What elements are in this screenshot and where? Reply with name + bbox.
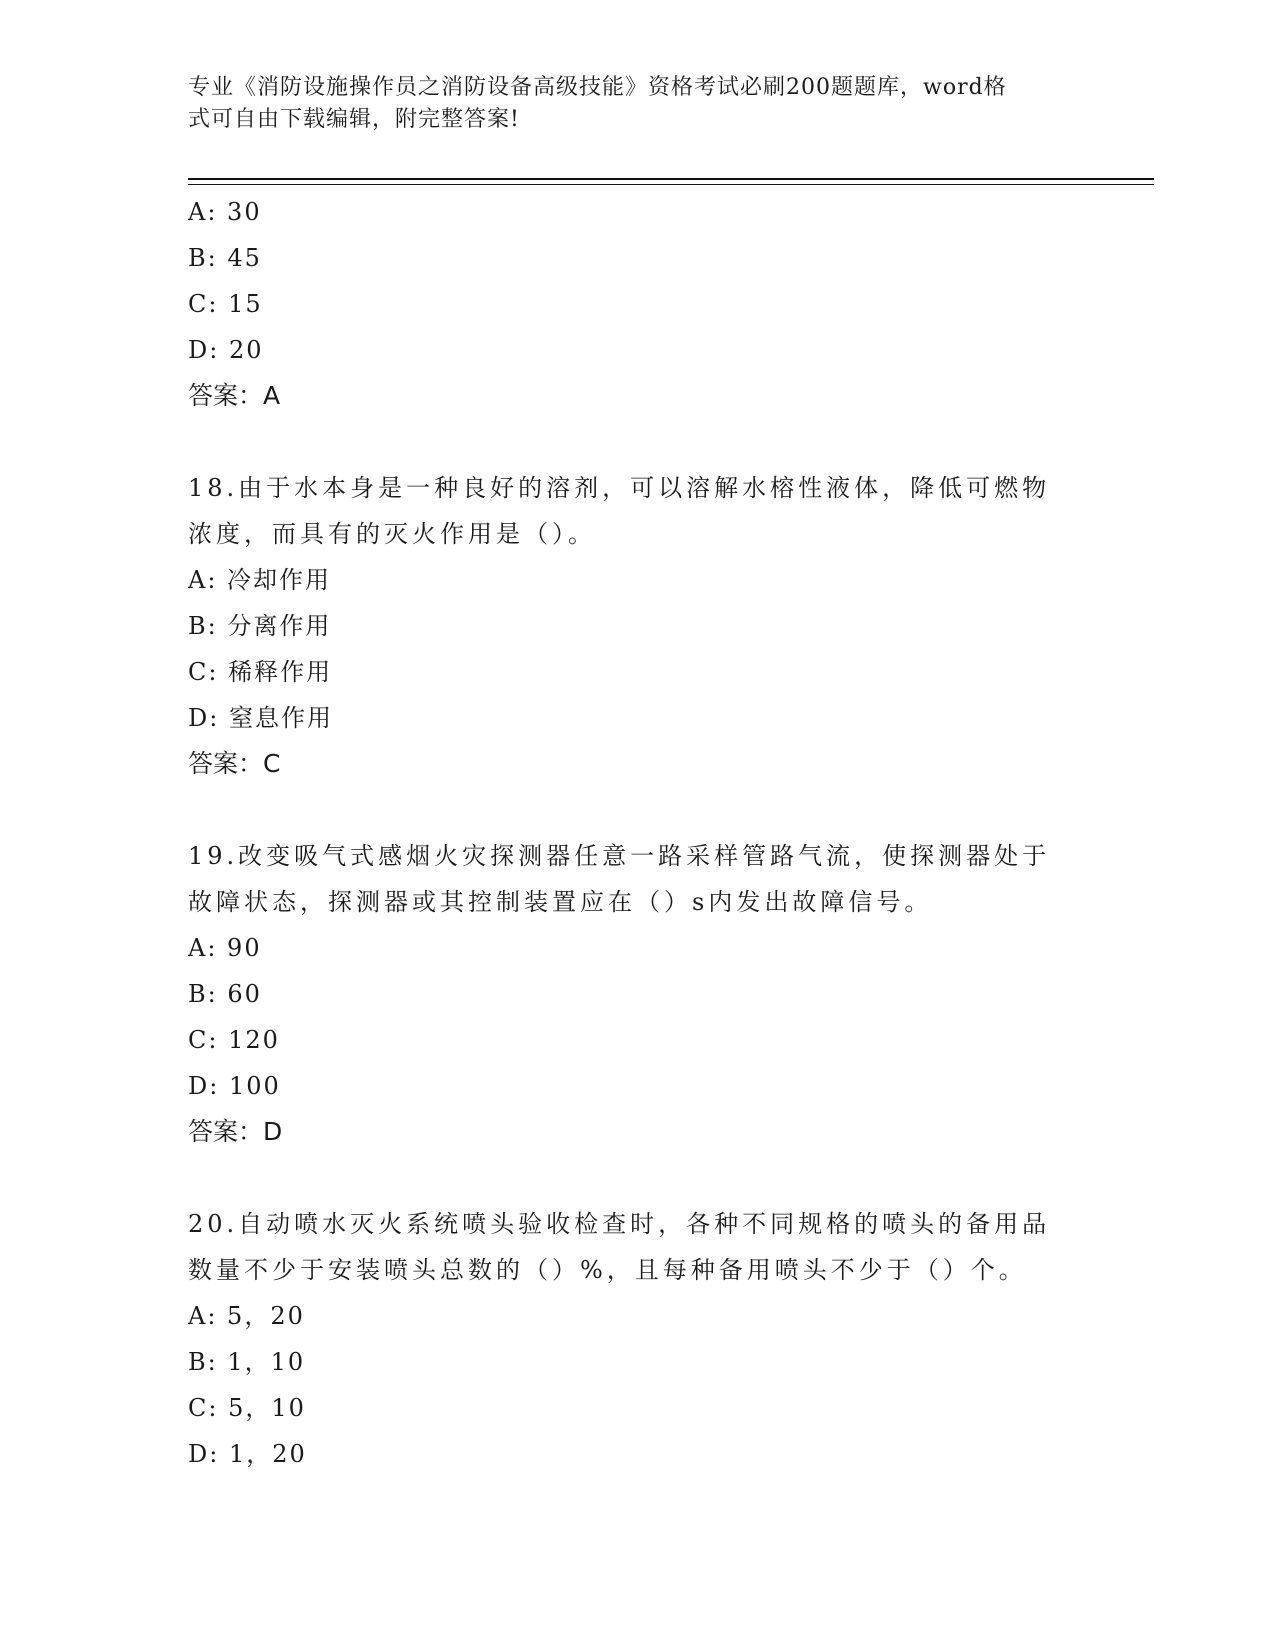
header-divider-thick	[188, 178, 1154, 180]
answer: 答案：A	[188, 381, 281, 410]
document-header	[188, 72, 1068, 136]
question-17	[188, 189, 1088, 419]
option-b: B: 1，10	[188, 1348, 306, 1376]
option-c: C: 15	[188, 290, 263, 318]
question-text-line-2: 故障状态，探测器或其控制装置应在（）s内发出故障信号。	[188, 888, 933, 916]
header-title-line-2: 式可自由下载编辑，附完整答案!	[188, 107, 520, 132]
spacer	[188, 787, 1088, 833]
question-20	[188, 1201, 1088, 1477]
question-text-line-2: 浓度，而具有的灭火作用是（）。	[188, 520, 596, 548]
spacer	[188, 419, 1088, 465]
answer: 答案：D	[188, 1117, 283, 1146]
option-d: D: 20	[188, 336, 264, 364]
option-b: B: 分离作用	[188, 612, 332, 640]
question-18	[188, 465, 1088, 787]
header-title-line-1: 专业《消防设施操作员之消防设备高级技能》资格考试必刷200题题库，word格	[188, 75, 1007, 100]
question-content	[188, 189, 1088, 1477]
option-d: D: 1，20	[188, 1440, 307, 1468]
question-text-line-1: 18.由于水本身是一种良好的溶剂，可以溶解水榕性液体，降低可燃物	[188, 474, 1051, 502]
option-c: C: 120	[188, 1026, 280, 1054]
option-a: A: 30	[188, 198, 262, 226]
question-text-line-1: 20.自动喷水灭火系统喷头验收检查时，各种不同规格的喷头的备用品	[188, 1210, 1051, 1238]
option-a: A: 90	[188, 934, 262, 962]
option-c: C: 5，10	[188, 1394, 306, 1422]
question-text-line-2: 数量不少于安装喷头总数的（）%，且每种备用喷头不少于（）个。	[188, 1256, 1027, 1284]
answer: 答案：C	[188, 749, 281, 778]
option-a: A: 5，20	[188, 1302, 305, 1330]
option-c: C: 稀释作用	[188, 658, 333, 686]
spacer	[188, 1155, 1088, 1201]
option-b: B: 60	[188, 980, 262, 1008]
option-b: B: 45	[188, 244, 262, 272]
question-text-line-1: 19.改变吸气式感烟火灾探测器任意一路采样管路气流，使探测器处于	[188, 842, 1051, 870]
option-a: A: 冷却作用	[188, 566, 332, 594]
question-19	[188, 833, 1088, 1155]
header-divider-thin	[188, 184, 1154, 185]
option-d: D: 100	[188, 1072, 281, 1100]
option-d: D: 窒息作用	[188, 704, 333, 732]
